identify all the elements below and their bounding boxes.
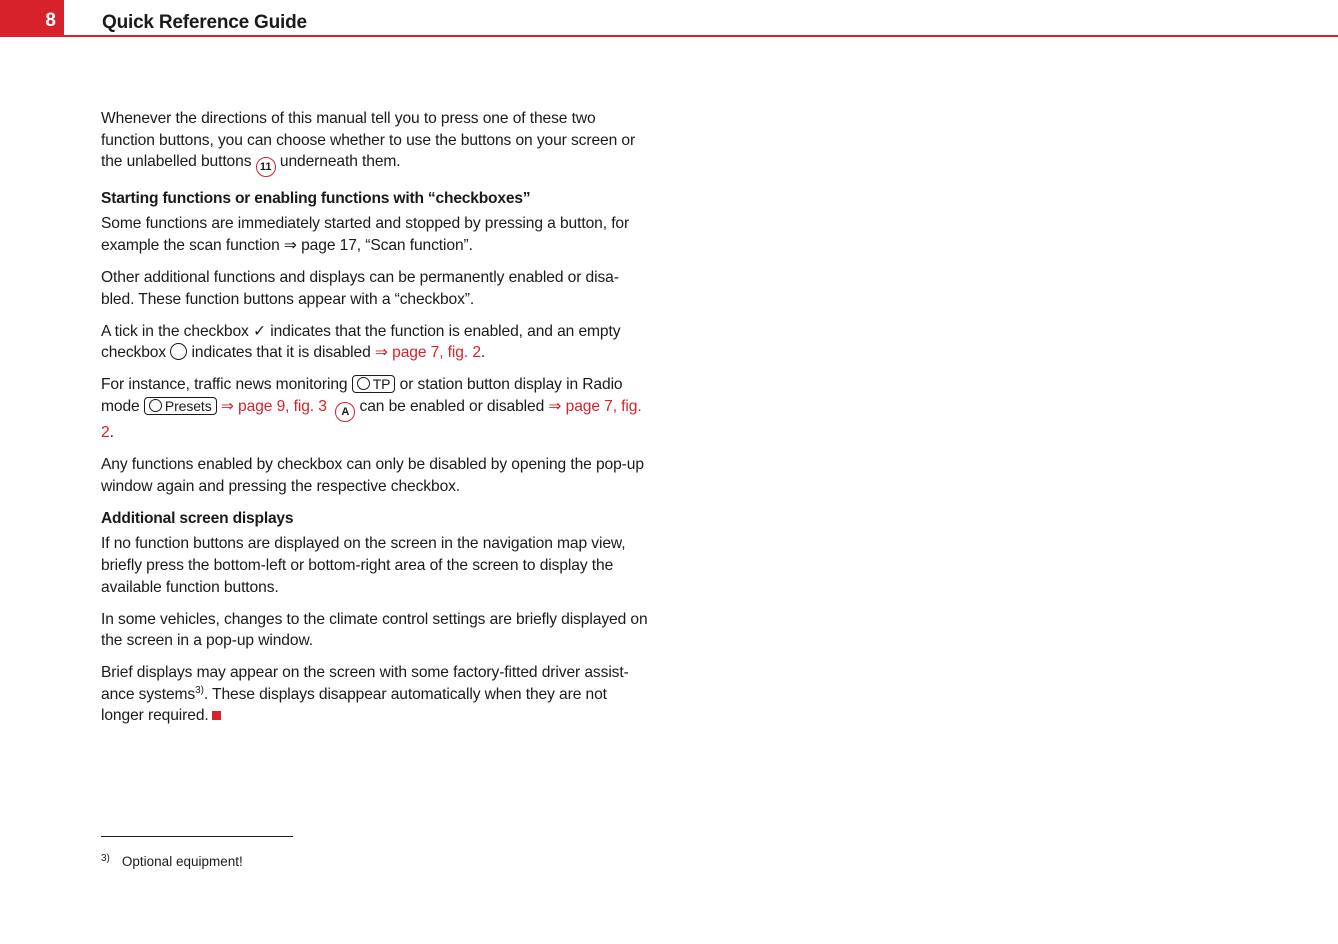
footnote-ref[interactable]: 3) [195, 684, 204, 696]
footnote-divider [101, 836, 293, 837]
paragraph-disable-checkbox: Any functions enabled by checkbox can only be disabled by opening the pop-up window again and pressing the respective checkbox. [101, 456, 644, 495]
link-page-9-fig-3[interactable]: ⇒ page 9, fig. 3 [216, 397, 327, 415]
header-rule [0, 35, 1338, 37]
main-content [101, 108, 649, 738]
checkbox-circle-icon [357, 377, 370, 390]
paragraph-assistance: Brief displays may appear on the screen with some factory-fitted driver assist-ance systems$^{3)}$. These displays disappear automatically when they are not longer required. [101, 664, 629, 725]
link-page-7-fig-2[interactable]: ⇒ page 7, fig. 2 [101, 397, 642, 441]
footnote-mark: 3) [101, 853, 110, 864]
footnote [101, 850, 243, 871]
callout-11-icon: 11 [256, 157, 276, 177]
link-page-7-fig-2[interactable]: ⇒ page 7, fig. 2 [374, 344, 481, 362]
page-number-block [0, 0, 64, 36]
empty-checkbox-icon [170, 343, 187, 360]
presets-button-icon: Presets [144, 397, 217, 415]
intro-paragraph: Whenever the directions of this manual tell you to press one of these two function buttons, you can choose whether to use the buttons on your screen or the unlabelled buttons 11 underneath them. [101, 108, 649, 177]
end-of-section-icon [212, 711, 221, 720]
paragraph-tick-meaning: A tick in the checkbox ✓ indicates that the function is enabled, and an empty checkbox indicates that it is disabled ⇒ page 7, fig. 2. [101, 322, 621, 362]
footnote-text: Optional equipment! [121, 854, 243, 869]
page-number: 8 [45, 10, 56, 31]
section-heading-additional-displays: Additional screen displays [101, 509, 294, 527]
checkmark-icon: ✓ [253, 322, 266, 340]
callout-a-icon: A [335, 402, 355, 422]
page-title: Quick Reference Guide [102, 12, 307, 33]
arrow-icon: ⇒ [283, 236, 297, 254]
paragraph-examples: For instance, traffic news monitoring TP or station button display in Radio mode Presets ⇒ page 9, fig. 3 A can be enabled or disabled ⇒ page 7, fig. 2. [101, 376, 642, 441]
section-heading-checkboxes: Starting functions or enabling functions with “checkboxes” [101, 189, 531, 207]
paragraph-map-view: If no function buttons are displayed on the screen in the navigation map view, briefly press the bottom-left or bottom-right area of the screen to display the available function buttons. [101, 535, 626, 596]
paragraph-checkbox-intro: Other additional functions and displays can be permanently enabled or disa-bled. These function buttons appear with a “checkbox”. [101, 268, 619, 308]
paragraph-climate: In some vehicles, changes to the climate control settings are briefly displayed on the screen in a pop-up window. [101, 610, 648, 650]
tp-button-icon: TP [352, 375, 396, 393]
checkbox-circle-icon [149, 399, 162, 412]
paragraph-scan-function: Some functions are immediately started and stopped by pressing a button, for example the scan function ⇒ page 17, “Scan function”. [101, 215, 630, 254]
